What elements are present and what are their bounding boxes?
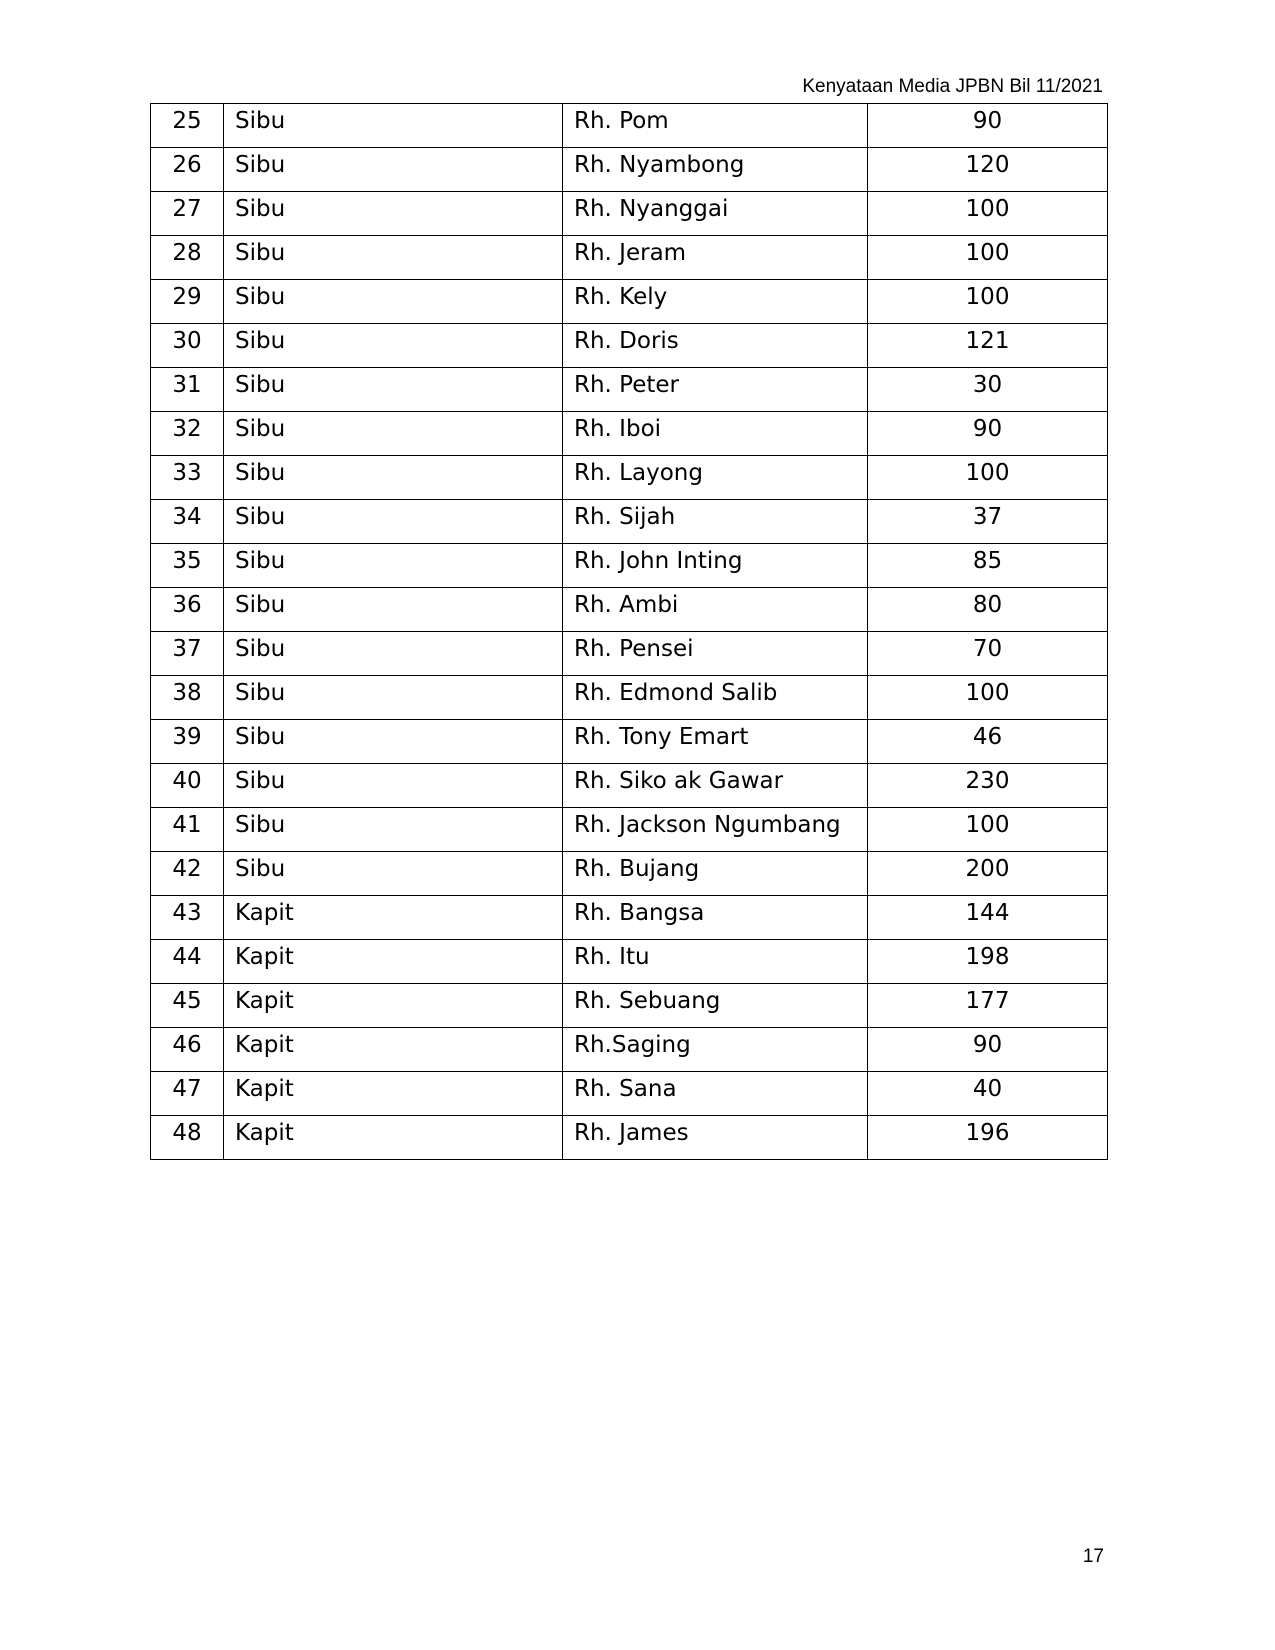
value-cell: 100 bbox=[868, 676, 1108, 720]
row-number-cell: 42 bbox=[151, 852, 224, 896]
division-cell: Sibu bbox=[224, 192, 563, 236]
row-number-cell: 45 bbox=[151, 984, 224, 1028]
value-cell: 85 bbox=[868, 544, 1108, 588]
location-cell: Rh. Ambi bbox=[563, 588, 868, 632]
value-cell: 40 bbox=[868, 1072, 1108, 1116]
division-cell: Sibu bbox=[224, 544, 563, 588]
table-row bbox=[151, 632, 1108, 676]
value-cell: 90 bbox=[868, 412, 1108, 456]
location-cell: Rh. Iboi bbox=[563, 412, 868, 456]
table-row bbox=[151, 896, 1108, 940]
table-row bbox=[151, 280, 1108, 324]
location-cell: Rh. Bangsa bbox=[563, 896, 868, 940]
value-cell: 198 bbox=[868, 940, 1108, 984]
table-body bbox=[151, 104, 1108, 1160]
value-cell: 200 bbox=[868, 852, 1108, 896]
row-number-cell: 36 bbox=[151, 588, 224, 632]
value-cell: 37 bbox=[868, 500, 1108, 544]
row-number-cell: 31 bbox=[151, 368, 224, 412]
value-cell: 100 bbox=[868, 280, 1108, 324]
table-row bbox=[151, 676, 1108, 720]
division-cell: Sibu bbox=[224, 632, 563, 676]
document-header: Kenyataan Media JPBN Bil 11/2021 bbox=[802, 76, 1103, 97]
row-number-cell: 41 bbox=[151, 808, 224, 852]
division-cell: Sibu bbox=[224, 588, 563, 632]
division-cell: Sibu bbox=[224, 236, 563, 280]
table-row bbox=[151, 852, 1108, 896]
location-cell: Rh. Nyambong bbox=[563, 148, 868, 192]
location-cell: Rh. Edmond Salib bbox=[563, 676, 868, 720]
value-cell: 70 bbox=[868, 632, 1108, 676]
table-row bbox=[151, 940, 1108, 984]
row-number-cell: 38 bbox=[151, 676, 224, 720]
table-row bbox=[151, 192, 1108, 236]
location-cell: Rh. Itu bbox=[563, 940, 868, 984]
division-cell: Sibu bbox=[224, 412, 563, 456]
location-cell: Rh. Layong bbox=[563, 456, 868, 500]
row-number-cell: 25 bbox=[151, 104, 224, 148]
row-number-cell: 35 bbox=[151, 544, 224, 588]
division-cell: Kapit bbox=[224, 896, 563, 940]
division-cell: Sibu bbox=[224, 368, 563, 412]
row-number-cell: 26 bbox=[151, 148, 224, 192]
value-cell: 30 bbox=[868, 368, 1108, 412]
division-cell: Sibu bbox=[224, 852, 563, 896]
row-number-cell: 47 bbox=[151, 1072, 224, 1116]
table-row bbox=[151, 412, 1108, 456]
value-cell: 80 bbox=[868, 588, 1108, 632]
location-cell: Rh. Siko ak Gawar bbox=[563, 764, 868, 808]
division-cell: Kapit bbox=[224, 1116, 563, 1160]
value-cell: 177 bbox=[868, 984, 1108, 1028]
table-row bbox=[151, 148, 1108, 192]
table-row bbox=[151, 104, 1108, 148]
division-cell: Kapit bbox=[224, 940, 563, 984]
location-cell: Rh. James bbox=[563, 1116, 868, 1160]
division-cell: Sibu bbox=[224, 500, 563, 544]
division-cell: Sibu bbox=[224, 764, 563, 808]
value-cell: 46 bbox=[868, 720, 1108, 764]
value-cell: 100 bbox=[868, 808, 1108, 852]
table-row bbox=[151, 1116, 1108, 1160]
location-cell: Rh. John Inting bbox=[563, 544, 868, 588]
location-cell: Rh. Sana bbox=[563, 1072, 868, 1116]
row-number-cell: 29 bbox=[151, 280, 224, 324]
row-number-cell: 28 bbox=[151, 236, 224, 280]
value-cell: 196 bbox=[868, 1116, 1108, 1160]
value-cell: 230 bbox=[868, 764, 1108, 808]
row-number-cell: 46 bbox=[151, 1028, 224, 1072]
row-number-cell: 27 bbox=[151, 192, 224, 236]
location-cell: Rh. Nyanggai bbox=[563, 192, 868, 236]
table-row bbox=[151, 984, 1108, 1028]
division-cell: Kapit bbox=[224, 984, 563, 1028]
row-number-cell: 34 bbox=[151, 500, 224, 544]
page-number: 17 bbox=[1082, 1546, 1104, 1567]
table-row bbox=[151, 456, 1108, 500]
location-cell: Rh. Jackson Ngumbang bbox=[563, 808, 868, 852]
table-row bbox=[151, 368, 1108, 412]
location-cell: Rh. Bujang bbox=[563, 852, 868, 896]
location-cell: Rh. Doris bbox=[563, 324, 868, 368]
row-number-cell: 37 bbox=[151, 632, 224, 676]
value-cell: 100 bbox=[868, 236, 1108, 280]
location-cell: Rh. Sebuang bbox=[563, 984, 868, 1028]
location-cell: Rh.Saging bbox=[563, 1028, 868, 1072]
row-number-cell: 48 bbox=[151, 1116, 224, 1160]
table-row bbox=[151, 588, 1108, 632]
row-number-cell: 33 bbox=[151, 456, 224, 500]
division-cell: Sibu bbox=[224, 148, 563, 192]
table-row bbox=[151, 720, 1108, 764]
row-number-cell: 32 bbox=[151, 412, 224, 456]
value-cell: 121 bbox=[868, 324, 1108, 368]
table-row bbox=[151, 1072, 1108, 1116]
location-cell: Rh. Sijah bbox=[563, 500, 868, 544]
row-number-cell: 30 bbox=[151, 324, 224, 368]
data-table bbox=[150, 103, 1108, 1160]
row-number-cell: 39 bbox=[151, 720, 224, 764]
table-row bbox=[151, 808, 1108, 852]
division-cell: Sibu bbox=[224, 720, 563, 764]
location-cell: Rh. Jeram bbox=[563, 236, 868, 280]
row-number-cell: 40 bbox=[151, 764, 224, 808]
division-cell: Sibu bbox=[224, 676, 563, 720]
location-cell: Rh. Pom bbox=[563, 104, 868, 148]
value-cell: 100 bbox=[868, 456, 1108, 500]
division-cell: Sibu bbox=[224, 104, 563, 148]
location-cell: Rh. Kely bbox=[563, 280, 868, 324]
row-number-cell: 43 bbox=[151, 896, 224, 940]
division-cell: Kapit bbox=[224, 1072, 563, 1116]
table-row bbox=[151, 500, 1108, 544]
division-cell: Sibu bbox=[224, 456, 563, 500]
value-cell: 100 bbox=[868, 192, 1108, 236]
value-cell: 90 bbox=[868, 1028, 1108, 1072]
row-number-cell: 44 bbox=[151, 940, 224, 984]
table-row bbox=[151, 236, 1108, 280]
division-cell: Sibu bbox=[224, 808, 563, 852]
table-row bbox=[151, 324, 1108, 368]
location-cell: Rh. Peter bbox=[563, 368, 868, 412]
table-row bbox=[151, 544, 1108, 588]
division-cell: Sibu bbox=[224, 280, 563, 324]
value-cell: 144 bbox=[868, 896, 1108, 940]
table-row bbox=[151, 764, 1108, 808]
division-cell: Kapit bbox=[224, 1028, 563, 1072]
division-cell: Sibu bbox=[224, 324, 563, 368]
table-row bbox=[151, 1028, 1108, 1072]
value-cell: 90 bbox=[868, 104, 1108, 148]
location-cell: Rh. Tony Emart bbox=[563, 720, 868, 764]
value-cell: 120 bbox=[868, 148, 1108, 192]
location-cell: Rh. Pensei bbox=[563, 632, 868, 676]
